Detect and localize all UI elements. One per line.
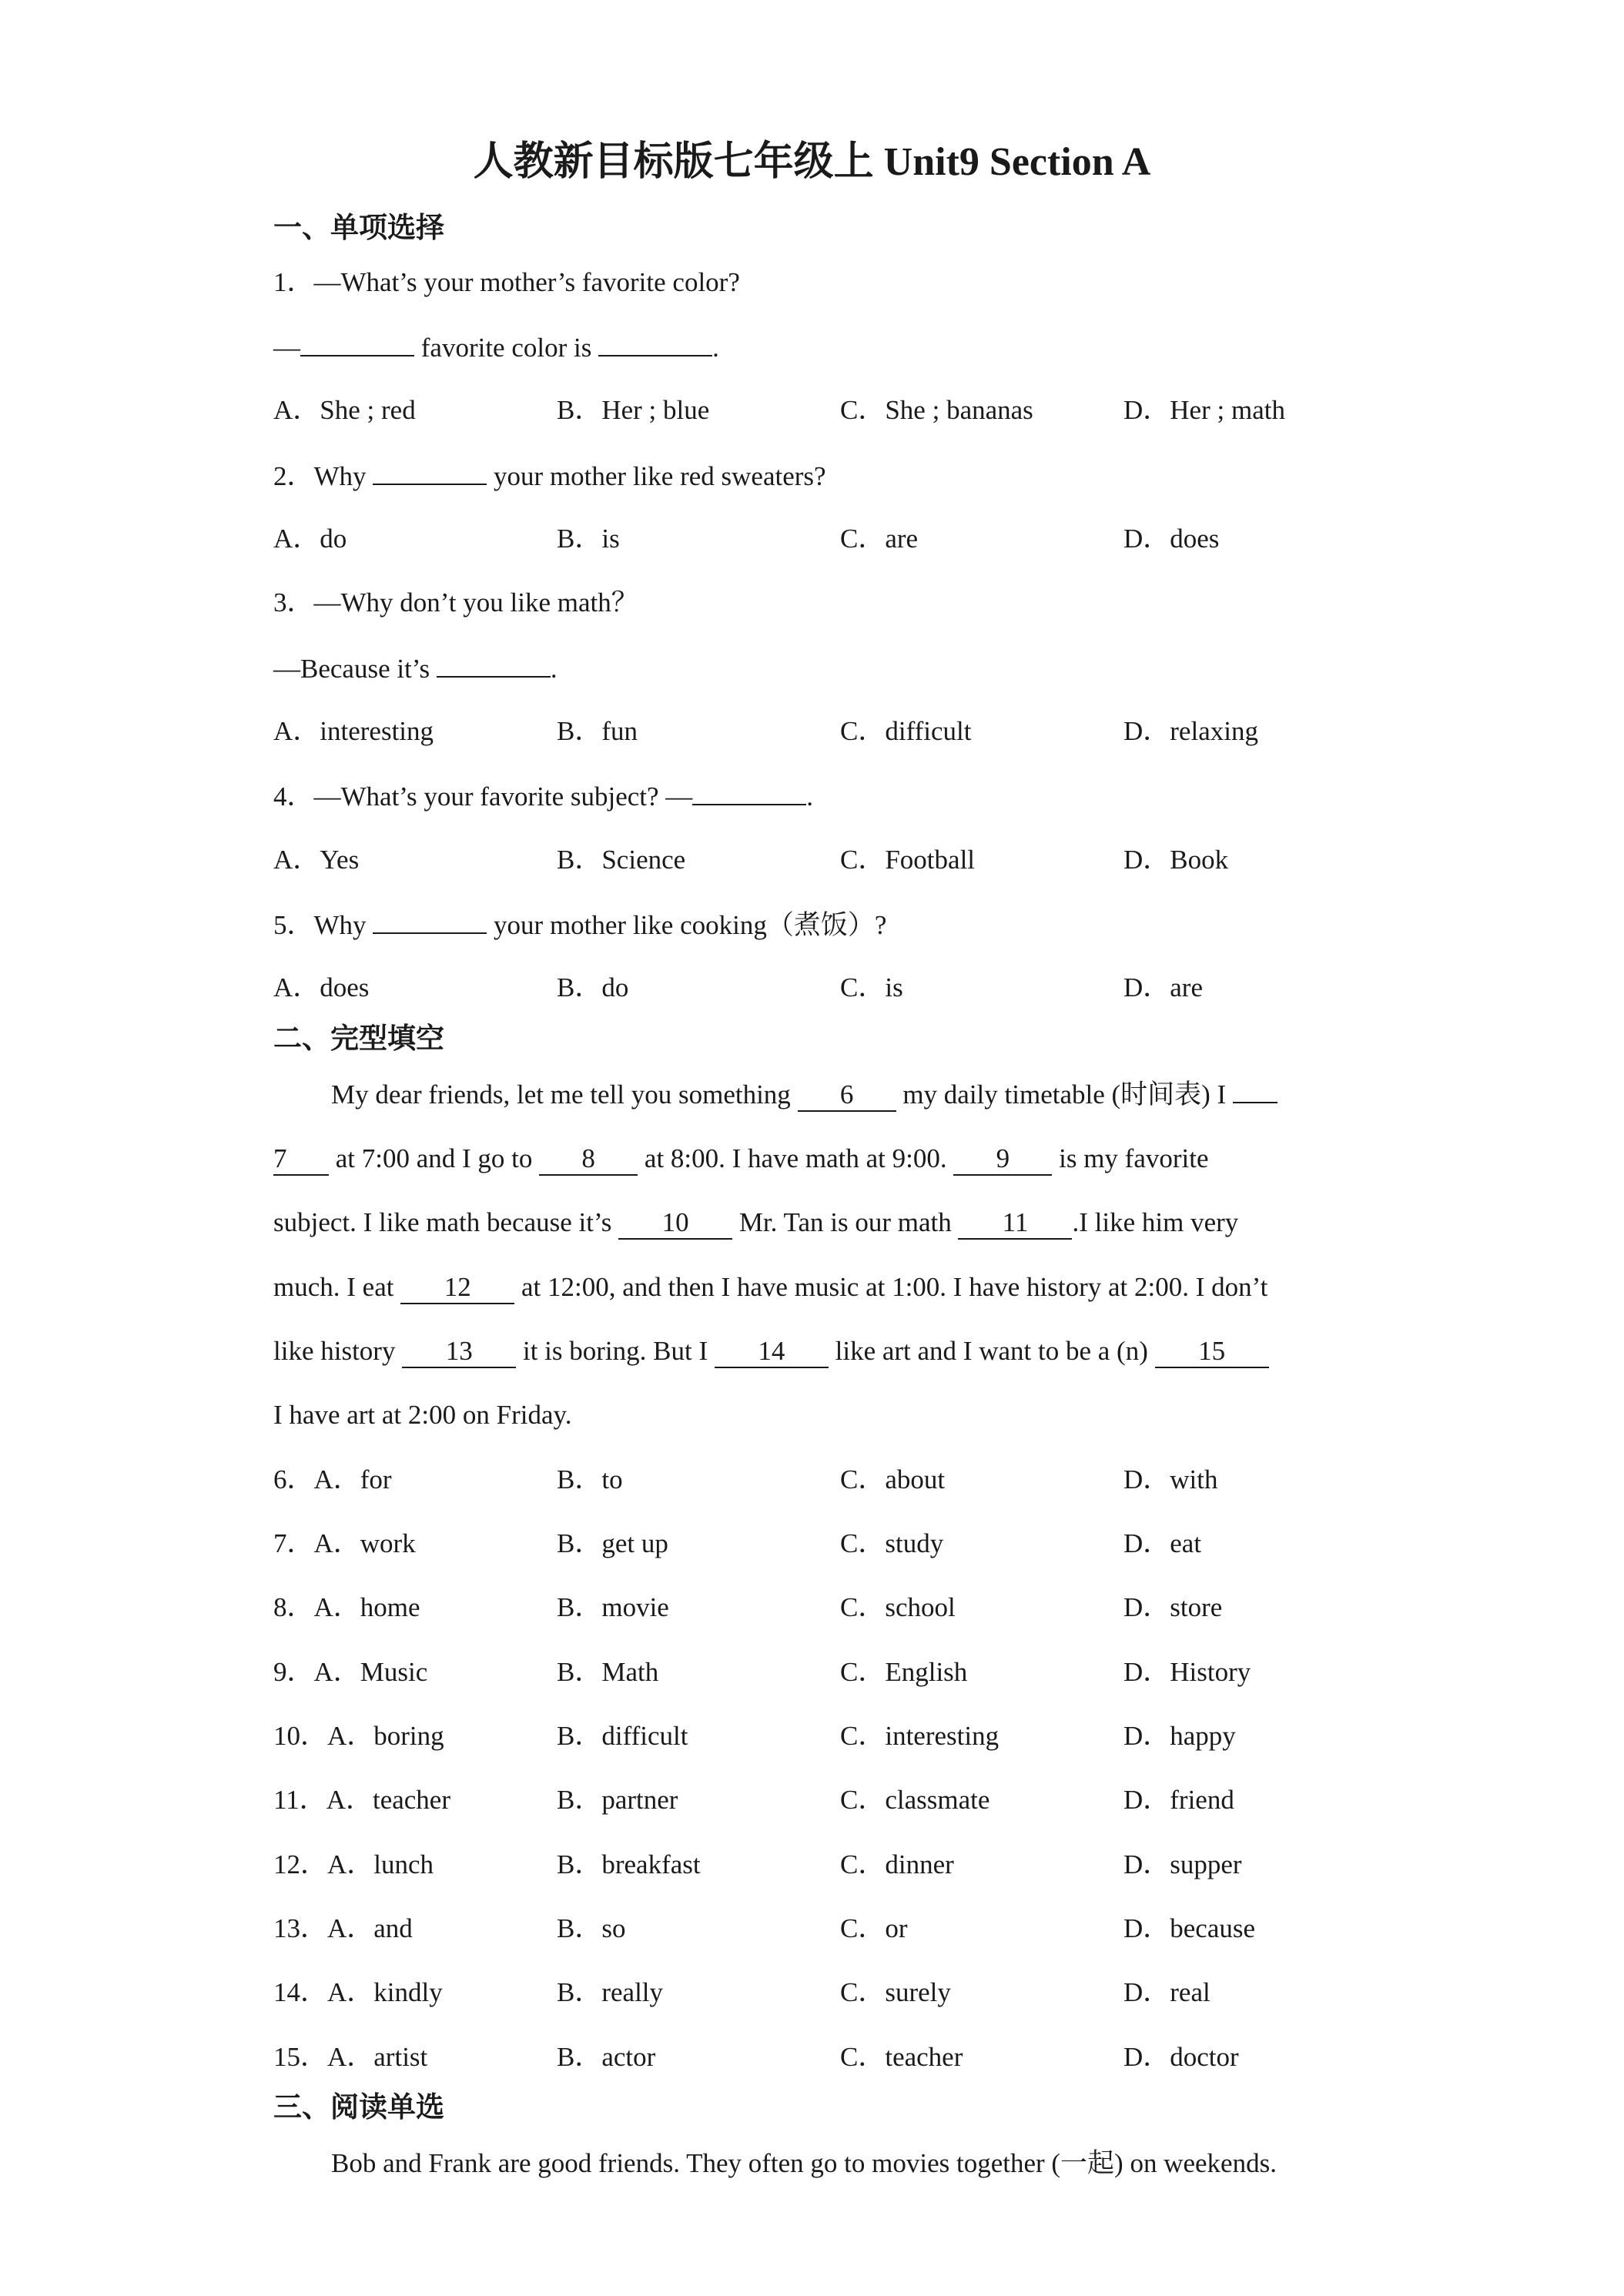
- cloze-q14-option-b: B．really: [557, 1977, 664, 2007]
- question-1-option-a: A．She ; red: [273, 395, 416, 425]
- cloze-q13-option-a: 13．A．and: [273, 1913, 413, 1943]
- cloze-passage-line-1: My dear friends, let me tell you something 6 my daily timetable (时间表) I: [331, 1076, 1277, 1114]
- question-1-answer-line: — favorite color is .: [273, 327, 719, 367]
- question-2-option-a: A．do: [273, 524, 347, 554]
- section-heading-multiple-choice: 一、单项选择: [273, 213, 444, 244]
- reading-passage-line-1: Bob and Frank are good friends. They often go to movies together (一起) on weekends.: [331, 2148, 1277, 2178]
- cloze-passage-line-4: much. I eat 12 at 12:00, and then I have music at 1:00. I have history at 2:00. I don’t: [273, 1268, 1267, 1307]
- cloze-q10-option-d: D．happy: [1123, 1721, 1236, 1751]
- cloze-q13-option-d: D．because: [1123, 1913, 1256, 1943]
- cloze-q9-option-c: C．English: [840, 1657, 968, 1687]
- cloze-passage-line-6: I have art at 2:00 on Friday.: [273, 1400, 572, 1430]
- question-4-option-b: B．Science: [557, 845, 686, 875]
- cloze-q15-option-c: C．teacher: [840, 2042, 963, 2072]
- answer-blank: [692, 776, 806, 805]
- cloze-q12-option-c: C．dinner: [840, 1849, 954, 1879]
- cloze-q6-option-d: D．with: [1123, 1464, 1218, 1494]
- question-3-answer-line: —Because it’s .: [273, 648, 558, 688]
- cloze-q9-option-b: B．Math: [557, 1657, 659, 1687]
- cloze-q14-option-c: C．surely: [840, 1977, 951, 2007]
- cloze-q8-option-b: B．movie: [557, 1592, 669, 1622]
- cloze-blank-14: 14: [715, 1336, 829, 1368]
- cloze-q10-option-b: B．difficult: [557, 1721, 688, 1751]
- cloze-blank-6: 6: [798, 1079, 896, 1112]
- cloze-q8-option-d: D．store: [1123, 1592, 1223, 1622]
- answer-blank: [300, 327, 414, 356]
- cloze-q11-option-d: D．friend: [1123, 1785, 1234, 1815]
- question-2-option-c: C．are: [840, 524, 919, 554]
- cloze-q14-option-a: 14．A．kindly: [273, 1977, 443, 2007]
- cloze-q9-option-d: D．History: [1123, 1657, 1251, 1687]
- answer-blank: [437, 648, 551, 678]
- question-4-option-a: A．Yes: [273, 845, 360, 875]
- question-4-stem: 4．—What’s your favorite subject? — .: [273, 776, 813, 816]
- question-2-stem: 2．Why your mother like red sweaters?: [273, 456, 826, 496]
- question-4-option-c: C．Football: [840, 845, 976, 875]
- question-2-option-d: D．does: [1123, 524, 1220, 554]
- cloze-q11-option-a: 11．A．teacher: [273, 1785, 450, 1815]
- cloze-passage-line-5: like history 13 it is boring. But I 14 like art and I want to be a (n) 15: [273, 1332, 1269, 1371]
- cloze-q6-option-c: C．about: [840, 1464, 946, 1494]
- question-4-option-d: D．Book: [1123, 845, 1229, 875]
- answer-blank: [373, 456, 487, 485]
- cloze-blank-13: 13: [402, 1336, 516, 1368]
- question-3-option-b: B．fun: [557, 716, 638, 746]
- cloze-blank-8: 8: [539, 1143, 638, 1176]
- cloze-passage-line-3: subject. I like math because it’s 10 Mr. Tan is our math 11 .I like him very: [273, 1203, 1238, 1242]
- cloze-q8-option-c: C．school: [840, 1592, 956, 1622]
- question-5-option-d: D．are: [1123, 972, 1204, 1002]
- cloze-q7-option-d: D．eat: [1123, 1528, 1202, 1558]
- cloze-q12-option-a: 12．A．lunch: [273, 1849, 434, 1879]
- cloze-blank-9: 9: [953, 1143, 1052, 1176]
- answer-blank: [598, 327, 712, 356]
- answer-blank: [373, 905, 487, 934]
- cloze-q6-option-b: B．to: [557, 1464, 623, 1494]
- cloze-q13-option-c: C．or: [840, 1913, 908, 1943]
- cloze-q7-option-c: C．study: [840, 1528, 944, 1558]
- page-title: 人教新目标版七年级上 Unit9 Section A: [473, 140, 1151, 184]
- question-3-option-c: C．difficult: [840, 716, 972, 746]
- section-heading-cloze: 二、完型填空: [273, 1023, 444, 1055]
- question-1-option-c: C．She ; bananas: [840, 395, 1033, 425]
- question-3-option-d: D．relaxing: [1123, 716, 1258, 746]
- cloze-q11-option-b: B．partner: [557, 1785, 678, 1815]
- question-1-stem: 1．—What’s your mother’s favorite color?: [273, 267, 740, 297]
- question-3-stem: 3．—Why don’t you like math？: [273, 587, 638, 618]
- cloze-blank-15: 15: [1155, 1336, 1269, 1368]
- question-3-option-a: A．interesting: [273, 716, 434, 746]
- cloze-q12-option-d: D．supper: [1123, 1849, 1242, 1879]
- cloze-q12-option-b: B．breakfast: [557, 1849, 701, 1879]
- section-heading-reading: 三、阅读单选: [273, 2092, 444, 2124]
- cloze-q7-option-b: B．get up: [557, 1528, 668, 1558]
- question-5-option-a: A．does: [273, 972, 370, 1002]
- cloze-q15-option-a: 15．A．artist: [273, 2042, 428, 2072]
- cloze-q9-option-a: 9．A．Music: [273, 1657, 428, 1687]
- question-1-option-d: D．Her ; math: [1123, 395, 1285, 425]
- cloze-q10-option-a: 10．A．boring: [273, 1721, 444, 1751]
- question-2-option-b: B．is: [557, 524, 620, 554]
- question-1-option-b: B．Her ; blue: [557, 395, 710, 425]
- cloze-blank-12: 12: [400, 1272, 514, 1304]
- cloze-q14-option-d: D．real: [1123, 1977, 1210, 2007]
- cloze-q11-option-c: C．classmate: [840, 1785, 990, 1815]
- cloze-blank-7-start: [1233, 1102, 1277, 1103]
- cloze-blank-11: 11: [958, 1207, 1072, 1240]
- cloze-blank-10: 10: [618, 1207, 732, 1240]
- cloze-q8-option-a: 8．A．home: [273, 1592, 420, 1622]
- question-5-stem: 5．Why your mother like cooking（煮饭）?: [273, 905, 886, 945]
- cloze-q13-option-b: B．so: [557, 1913, 626, 1943]
- cloze-q15-option-d: D．doctor: [1123, 2042, 1239, 2072]
- cloze-q6-option-a: 6．A．for: [273, 1464, 392, 1494]
- question-5-option-c: C．is: [840, 972, 903, 1002]
- cloze-q7-option-a: 7．A．work: [273, 1528, 416, 1558]
- question-5-option-b: B．do: [557, 972, 629, 1002]
- cloze-q15-option-b: B．actor: [557, 2042, 656, 2072]
- cloze-q10-option-c: C．interesting: [840, 1721, 1000, 1751]
- cloze-passage-line-2: 7 at 7:00 and I go to 8 at 8:00. I have math at 9:00. 9 is my favorite: [273, 1140, 1209, 1178]
- cloze-blank-7: 7: [273, 1143, 329, 1176]
